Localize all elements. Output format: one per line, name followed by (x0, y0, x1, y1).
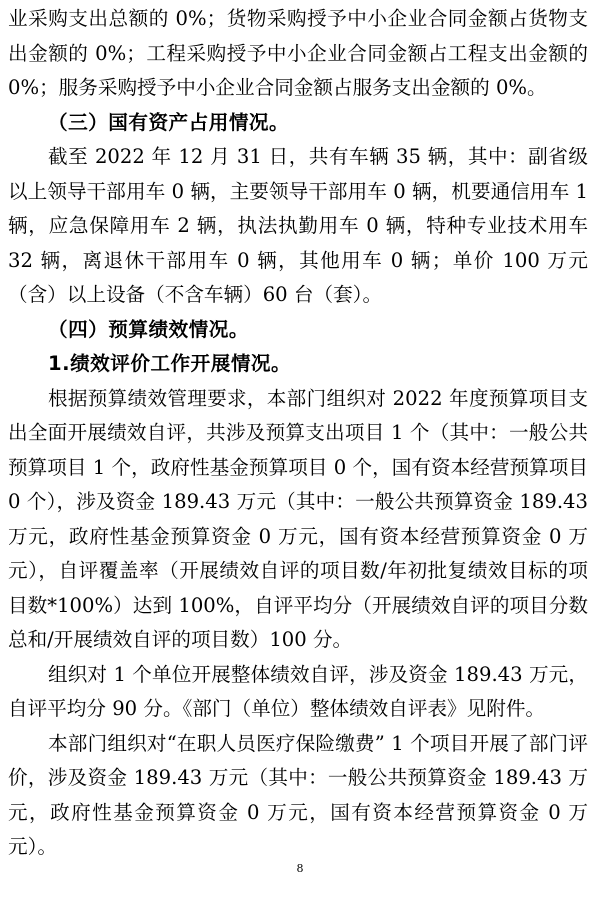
document-body (8, 2, 588, 865)
heading-state-assets: （三）国有资产占用情况。 (48, 110, 290, 134)
heading-evaluation-work: 1.绩效评价工作开展情况。 (48, 352, 292, 375)
page-number: 8 (296, 862, 304, 875)
paragraph-self-evaluation: 根据预算绩效管理要求，本部门组织对 2022 年度预算项目支出全面开展绩效自评，共涉及预算支出项目 1 个（其中：一般公共预算项目 1 个，政府性基金预算项目 0 个，国有资本经营预算项目 0 个），涉及资金 189.43 万元（其中：一般公共预算资金 189.43 万元，政府性基金预算资金 0 万元，国有资本经营预算资金 0 万元），自评覆盖率（开展绩效自评的项目数/年初批复绩效目标的项目数*100%）达到 100%，自评平均分（开展绩效自评的项目分数总和/开展绩效自评的项目数）100 分。 (8, 386, 588, 651)
paragraph-procurement-continued: 业采购支出总额的 0%；货物采购授予中小企业合同金额占货物支出金额的 0%；工程采购授予中小企业合同金额占工程支出金额的 0%；服务采购授予中小企业合同金额占服务支出金额的 0%。 (8, 7, 588, 99)
paragraph-unit-evaluation: 组织对 1 个单位开展整体绩效自评，涉及资金 189.43 万元，自评平均分 90 分。《部门（单位）整体绩效自评表》见附件。 (8, 662, 588, 720)
paragraph-vehicles: 截至 2022 年 12 月 31 日，共有车辆 35 辆，其中：副省级以上领导干部用车 0 辆，主要领导干部用车 0 辆，机要通信用车 1 辆，应急保障用车 2 辆，执法执勤用车 0 辆，特种专业技术用车 32 辆，离退休干部用车 0 辆，其他用车 0 辆；单价 100 万元（含）以上设备（不含车辆）60 台（套）。 (8, 145, 588, 306)
heading-budget-performance: （四）预算绩效情况。 (48, 317, 249, 341)
paragraph-department-evaluation: 本部门组织对“在职人员医疗保险缴费” 1 个项目开展了部门评价，涉及资金 189.43 万元（其中：一般公共预算资金 189.43 万元，政府性基金预算资金 0 万元，国有资本经营预算资金 0 万元）。 (8, 731, 588, 858)
